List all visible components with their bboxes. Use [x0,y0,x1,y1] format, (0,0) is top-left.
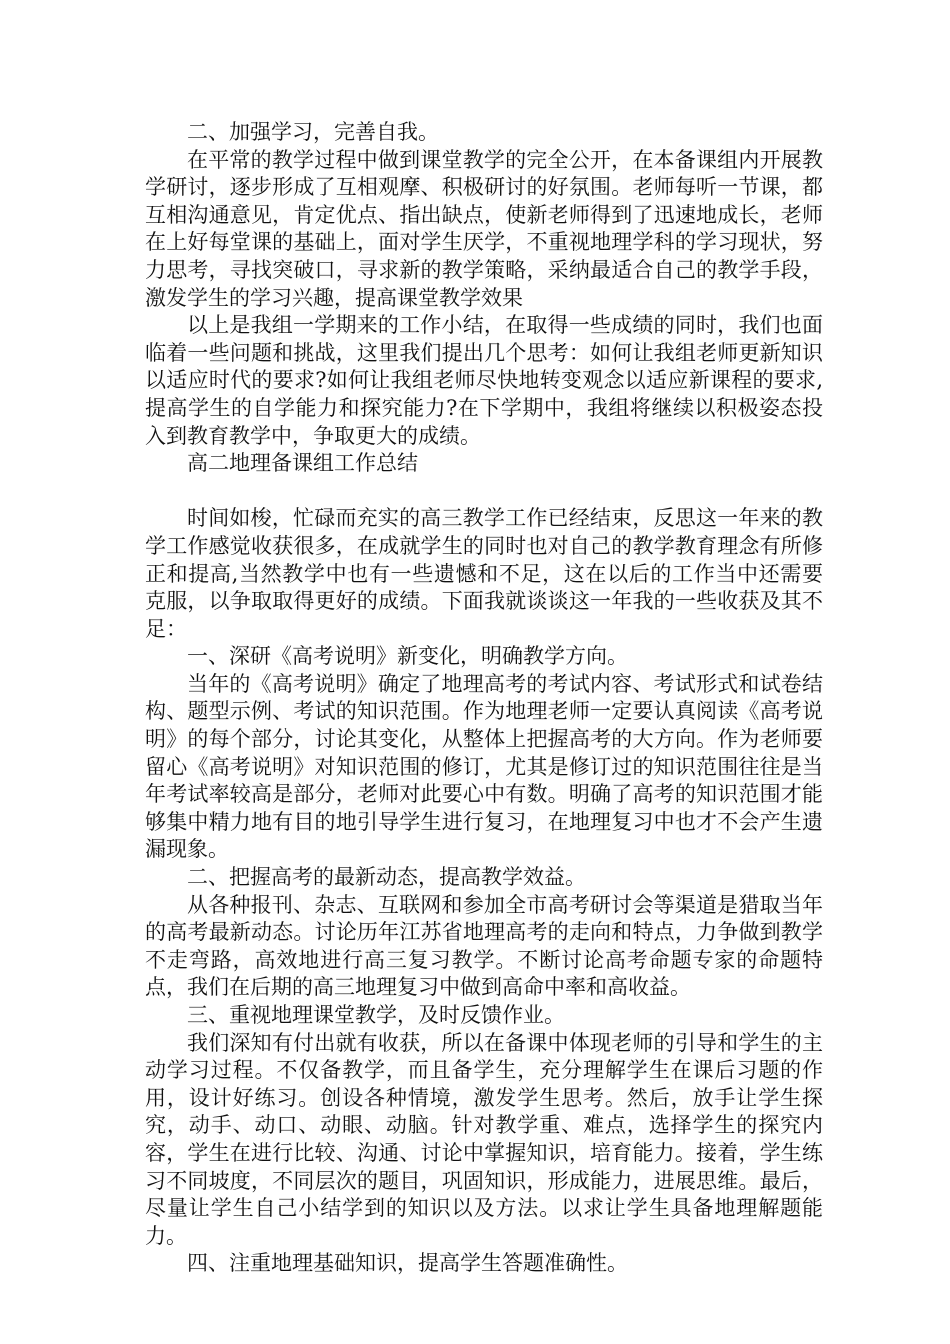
document-body [145,119,823,1278]
body-paragraph: 当年的《高考说明》确定了地理高考的考试内容、考试形式和试卷结构、题型示例、考试的知识范围。作为地理老师一定要认真阅读《高考说明》的每个部分，讨论其变化，从整体上把握高考的大方向。作为老师要留心《高考说明》对知识范围的修订，尤其是修订过的知识范围往往是当年考试率较高是部分，老师对此要心中有数。明确了高考的知识范围才能够集中精力地有目的地引导学生进行复习，在地理复习中也才不会产生遗漏现象。 [145,671,823,862]
body-paragraph: 在平常的教学过程中做到课堂教学的完全公开，在本备课组内开展教学研讨，逐步形成了互相观摩、积极研讨的好氛围。老师每听一节课，都互相沟通意见，肯定优点、指出缺点，使新老师得到了迅速地成长，老师在上好每堂课的基础上，面对学生厌学，不重视地理学科的学习现状，努力思考，寻找突破口，寻求新的教学策略，采纳最适合自己的教学手段，激发学生的学习兴趣，提高课堂教学效果 [145,147,823,310]
document-title: 高二地理备课组工作总结 [187,451,418,476]
section-heading: 二、加强学习，完善自我。 [187,120,439,144]
section-heading: 四、注重地理基础知识，提高学生答题准确性。 [187,1251,628,1276]
section-heading: 三、重视地理课堂教学，及时反馈作业。 [187,1003,565,1027]
body-paragraph: 我们深知有付出就有收获，所以在备课中体现老师的引导和学生的主动学习过程。不仅备教学，而且备学生，充分理解学生在课后习题的作用，设计好练习。创设各种情境，激发学生思考。然后，放手让学生探究，动手、动口、动眼、动脑。针对教学重、难点，选择学生的探究内容，学生在进行比较、沟通、讨论中掌握知识，培育能力。接着，学生练习不同坡度，不同层次的题目，巩固知识，形成能力，进展思维。最后，尽量让学生自己小结学到的知识以及方法。以求让学生具备地理解题能力。 [145,1030,823,1248]
section-heading: 二、把握高考的最新动态，提高教学效益。 [187,865,586,890]
body-paragraph: 从各种报刊、杂志、互联网和参加全市高考研讨会等渠道是猎取当年的高考最新动态。讨论历年江苏省地理高考的走向和特点，力争做到教学不走弯路，高效地进行高三复习教学。不断讨论高考命题专家的命题特点，我们在后期的高三地理复习中做到高命中率和高收益。 [145,892,823,1000]
body-paragraph: 以上是我组一学期来的工作小结，在取得一些成绩的同时，我们也面临着一些问题和挑战，这里我们提出几个思考：如何让我组老师更新知识以适应时代的要求?如何让我组老师尽快地转变观念以适应新课程的要求,提高学生的自学能力和探究能力?在下学期中，我组将继续以积极姿态投入到教育教学中，争取更大的成绩。 [145,313,823,448]
blank-line [145,478,823,506]
section-heading: 一、深研《高考说明》新变化，明确教学方向。 [187,644,628,669]
body-paragraph: 时间如梭，忙碌而充实的高三教学工作已经结束，反思这一年来的教学工作感觉收获很多，在成就学生的同时也对自己的教学教育理念有所修正和提高,当然教学中也有一些遗憾和不足，这在以后的工作当中还需要克服，以争取取得更好的成绩。下面我就谈谈这一年我的一些收获及其不足： [145,506,823,641]
